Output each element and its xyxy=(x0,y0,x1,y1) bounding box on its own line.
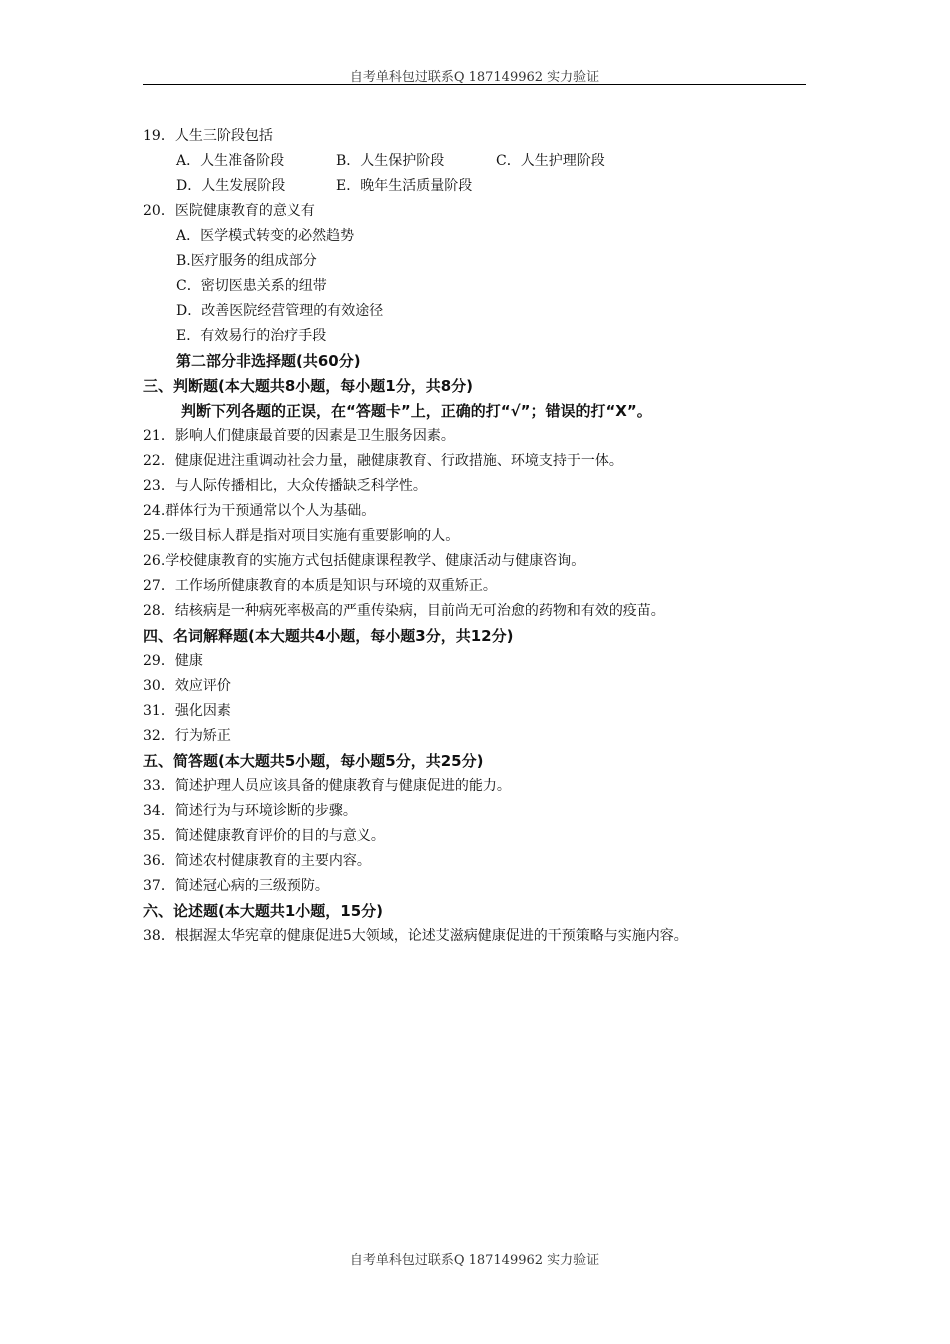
question-23: 23．与人际传播相比，大众传播缺乏科学性。 xyxy=(143,478,427,494)
option-19-e: E．晚年生活质量阶段 xyxy=(336,178,473,194)
question-24: 24.群体行为干预通常以个人为基础。 xyxy=(143,503,376,519)
option-20-b: B.医疗服务的组成部分 xyxy=(176,253,317,269)
option-19-c: C．人生护理阶段 xyxy=(496,153,605,169)
header-rule xyxy=(143,84,806,85)
option-20-d: D．改善医院经营管理的有效途径 xyxy=(176,303,384,319)
exam-content xyxy=(143,124,823,949)
section-5-title: 五、简答题(本大题共5小题，每小题5分，共25分) xyxy=(143,752,484,770)
question-27: 27．工作场所健康教育的本质是知识与环境的双重矫正。 xyxy=(143,578,497,594)
question-19-options-row1 xyxy=(143,149,823,174)
option-19-b: B．人生保护阶段 xyxy=(336,153,445,169)
question-30: 30．效应评价 xyxy=(143,678,231,694)
question-19-options-row2 xyxy=(143,174,823,199)
question-38: 38．根据渥太华宪章的健康促进5大领域，论述艾滋病健康促进的干预策略与实施内容。 xyxy=(143,928,688,944)
option-20-e: E．有效易行的治疗手段 xyxy=(176,328,327,344)
option-20-a: A．医学模式转变的必然趋势 xyxy=(176,228,355,244)
question-36: 36．简述农村健康教育的主要内容。 xyxy=(143,853,371,869)
page-footer: 自考单科包过联系Q 187149962 实力验证 xyxy=(349,1253,600,1268)
question-34: 34．简述行为与环境诊断的步骤。 xyxy=(143,803,357,819)
question-26: 26.学校健康教育的实施方式包括健康课程教学、健康活动与健康咨询。 xyxy=(143,553,586,569)
question-28: 28．结核病是一种病死率极高的严重传染病，目前尚无可治愈的药物和有效的疫苗。 xyxy=(143,603,665,619)
section-3-instruction: 判断下列各题的正误，在“答题卡”上，正确的打“√”；错误的打“X”。 xyxy=(181,402,652,420)
question-37: 37．简述冠心病的三级预防。 xyxy=(143,878,329,894)
option-19-a: A．人生准备阶段 xyxy=(176,153,285,169)
page-header: 自考单科包过联系Q 187149962 实力验证 xyxy=(349,70,600,85)
question-20-stem: 20．医院健康教育的意义有 xyxy=(143,203,315,219)
question-31: 31．强化因素 xyxy=(143,703,231,719)
part-two-heading: 第二部分非选择题(共60分) xyxy=(176,352,361,370)
section-3-title: 三、判断题(本大题共8小题，每小题1分，共8分) xyxy=(143,377,474,395)
question-21: 21．影响人们健康最首要的因素是卫生服务因素。 xyxy=(143,428,455,444)
section-4-title: 四、名词解释题(本大题共4小题，每小题3分，共12分) xyxy=(143,627,514,645)
question-19-stem: 19．人生三阶段包括 xyxy=(143,128,273,144)
question-29: 29．健康 xyxy=(143,653,203,669)
option-19-d: D．人生发展阶段 xyxy=(176,178,286,194)
question-22: 22．健康促进注重调动社会力量，融健康教育、行政措施、环境支持于一体。 xyxy=(143,453,623,469)
option-20-c: C．密切医患关系的纽带 xyxy=(176,278,327,294)
section-6-title: 六、论述题(本大题共1小题，15分) xyxy=(143,902,384,920)
question-32: 32．行为矫正 xyxy=(143,728,231,744)
question-35: 35．简述健康教育评价的目的与意义。 xyxy=(143,828,385,844)
question-25: 25.一级目标人群是指对项目实施有重要影响的人。 xyxy=(143,528,460,544)
question-33: 33．简述护理人员应该具备的健康教育与健康促进的能力。 xyxy=(143,778,511,794)
